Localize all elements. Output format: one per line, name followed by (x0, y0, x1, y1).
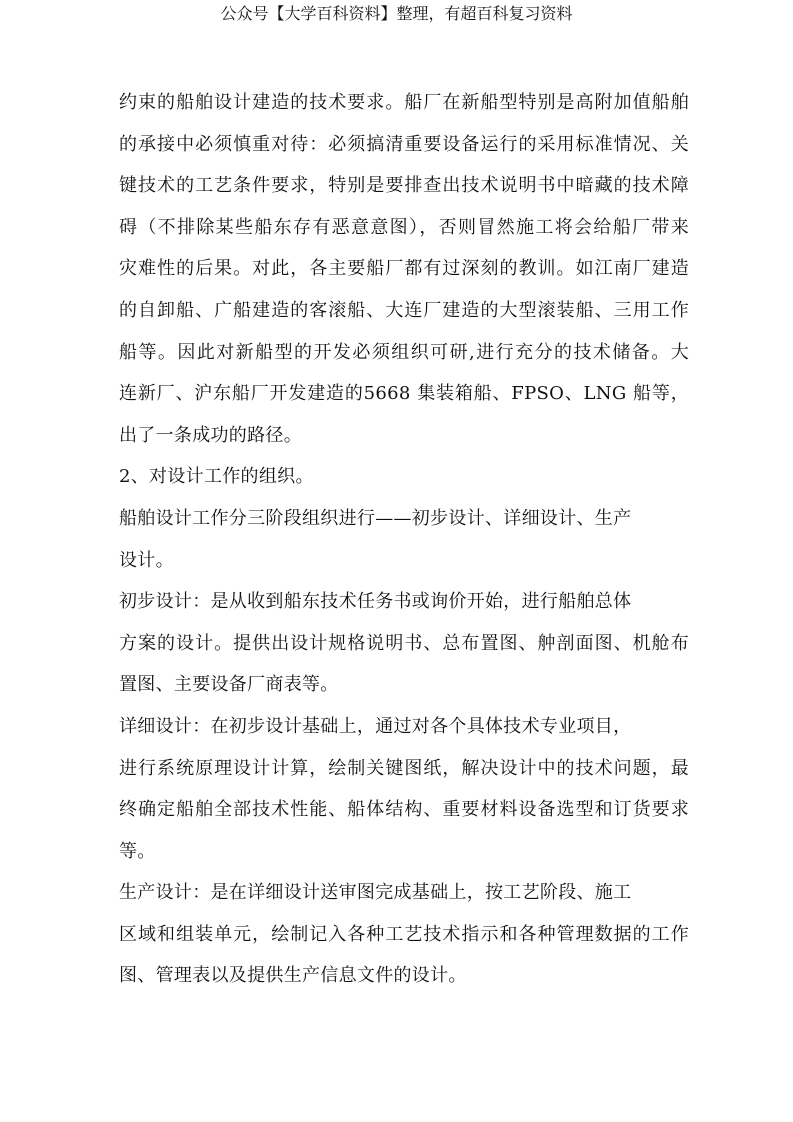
body-line: 碍（不排除某些船东存有恶意意图），否则冒然施工将会给船厂带来 (119, 216, 689, 238)
body-line: 详细设计：在初步设计基础上，通过对各个具体技术专业项目， (119, 715, 632, 737)
body-line: 船舶设计工作分三阶段组织进行——初步设计、详细设计、生产 (119, 507, 632, 529)
body-line: 设计。 (119, 549, 174, 571)
body-line: 进行系统原理设计计算，绘制关键图纸，解决设计中的技术问题，最 (119, 757, 689, 779)
body-line: 区域和组装单元，绘制记入各种工艺技术指示和各种管理数据的工作 (119, 923, 689, 945)
body-line: 的承接中必须慎重对待：必须搞清重要设备运行的采用标准情况、关 (119, 133, 689, 155)
page-header: 公众号【大学百科资料】整理，有超百科复习资料 (220, 4, 573, 23)
section-heading: 2、对设计工作的组织。 (119, 466, 314, 488)
body-line: 初步设计：是从收到船东技术任务书或询价开始，进行船舶总体 (119, 591, 632, 613)
body-line: 出了一条成功的路径。 (119, 424, 302, 446)
body-line: 约束的船舶设计建造的技术要求。船厂在新船型特别是高附加值船舶 (119, 92, 689, 113)
document-body (119, 82, 689, 997)
body-line: 的自卸船、广船建造的客滚船、大连厂建造的大型滚装船、三用工作 (119, 299, 689, 321)
body-line: 终确定船舶全部技术性能、船体结构、重要材料设备选型和订货要求 (119, 799, 689, 821)
body-line: 键技术的工艺条件要求，特别是要排查出技术说明书中暗藏的技术障 (119, 175, 689, 197)
body-line: 船等。因此对新船型的开发必须组织可研,进行充分的技术储备。大 (119, 341, 689, 363)
body-line: 生产设计：是在详细设计送审图完成基础上，按工艺阶段、施工 (119, 882, 632, 904)
body-line: 等。 (119, 840, 156, 862)
body-line: 方案的设计。提供出设计规格说明书、总布置图、舯剖面图、机舱布 (119, 632, 689, 654)
body-line: 灾难性的后果。对此，各主要船厂都有过深刻的教训。如江南厂建造 (119, 258, 689, 280)
body-line: 连新厂、沪东船厂开发建造的5668 集装箱船、FPSO、LNG 船等， (119, 383, 689, 405)
body-line: 置图、主要设备厂商表等。 (119, 674, 339, 696)
body-line: 图、管理表以及提供生产信息文件的设计。 (119, 965, 467, 987)
